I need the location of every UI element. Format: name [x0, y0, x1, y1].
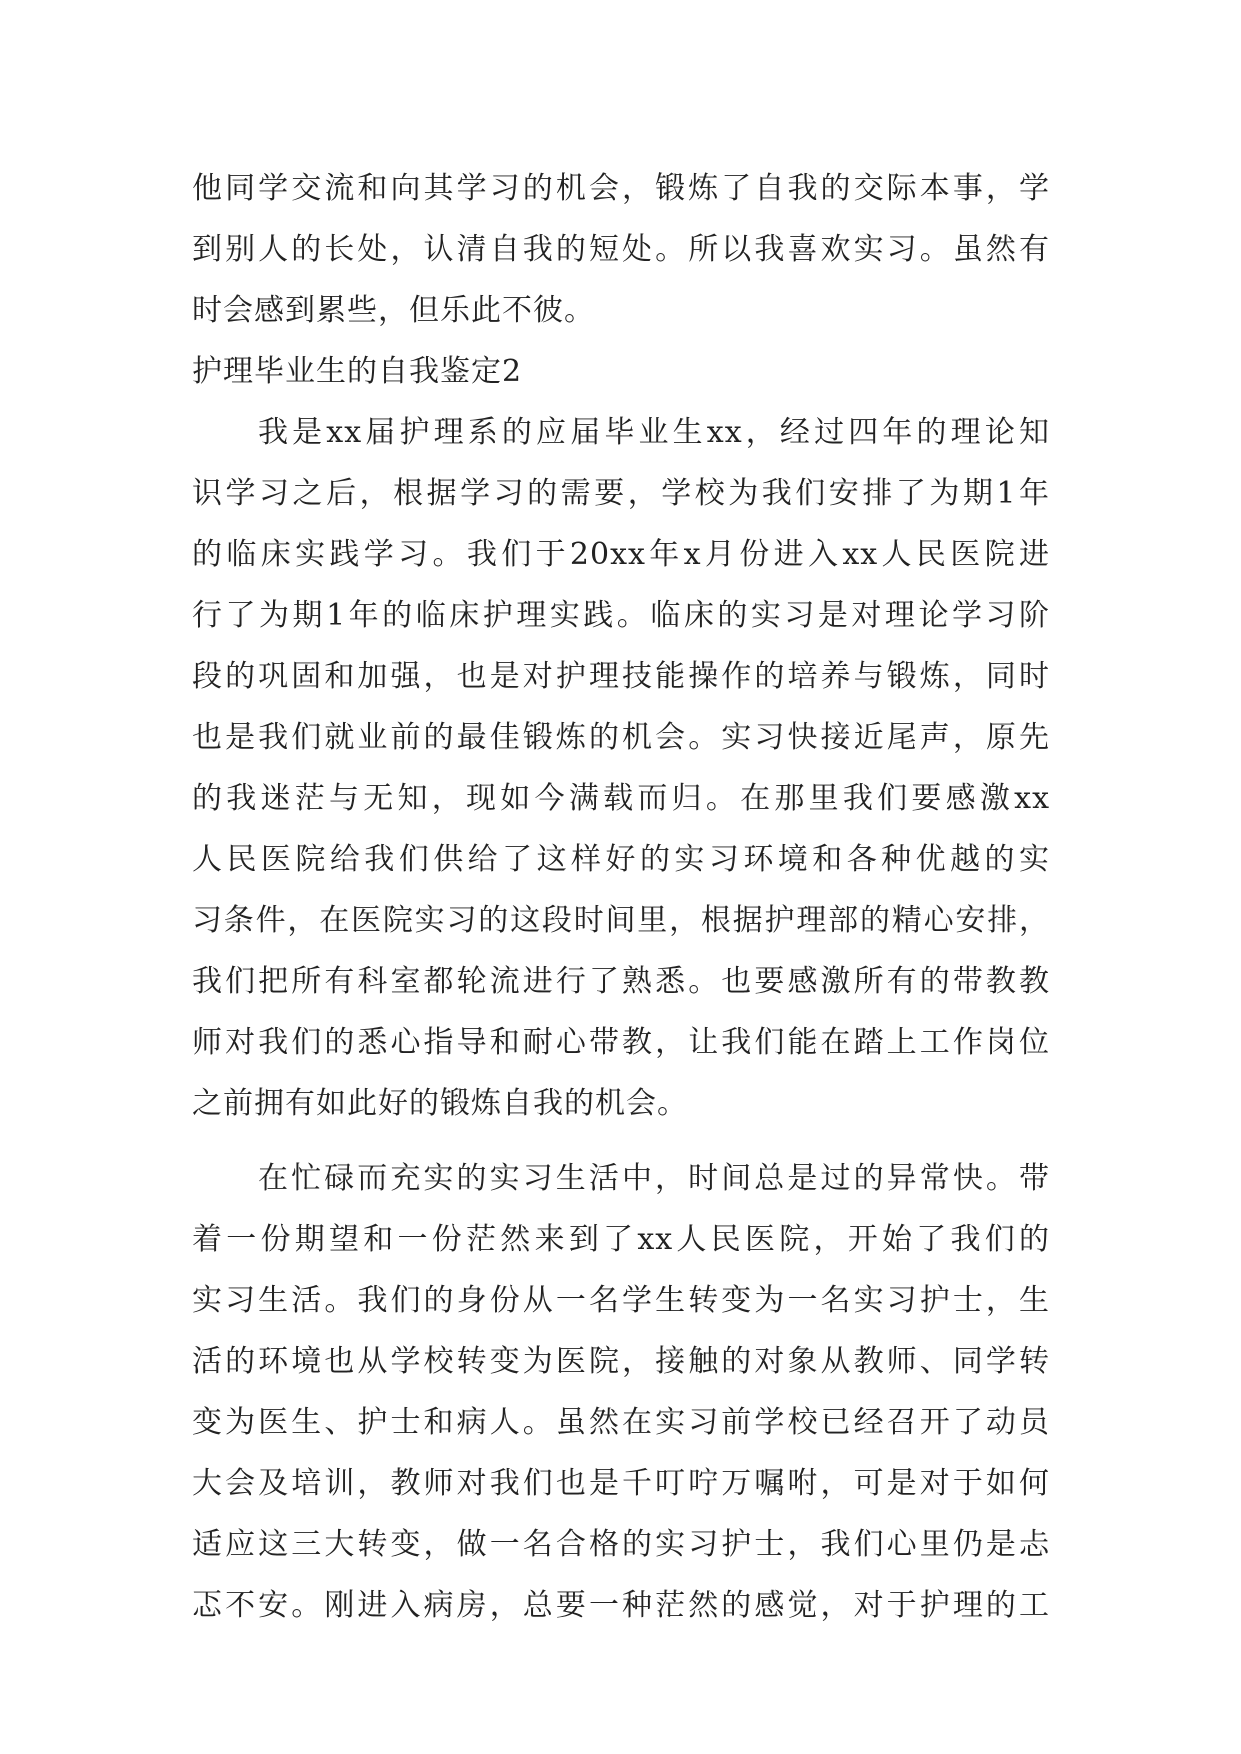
text-line: 的我迷茫与无知，现如今满载而归。在那里我们要感激xx: [192, 781, 1050, 816]
text-line: 我是xx届护理系的应届毕业生xx，经过四年的理论知: [258, 415, 1050, 450]
text-line: 师对我们的悉心指导和耐心带教，让我们能在踏上工作岗位: [192, 1025, 1050, 1060]
paragraph-spacer: [192, 1134, 1050, 1148]
continuation-paragraph: [192, 158, 1050, 341]
text-line: 时会感到累些，但乐此不彼。: [192, 293, 595, 328]
text-line: 忑不安。刚进入病房，总要一种茫然的感觉，对于护理的工: [192, 1588, 1050, 1623]
text-line: 我们把所有科室都轮流进行了熟悉。也要感激所有的带教教: [192, 964, 1050, 999]
text-line: 习条件，在医院实习的这段时间里，根据护理部的精心安排，: [192, 903, 1050, 938]
text-line: 适应这三大转变，做一名合格的实习护士，我们心里仍是忐: [192, 1527, 1050, 1562]
body-paragraph-2: [192, 1148, 1050, 1636]
text-line: 行了为期1年的临床护理实践。临床的实习是对理论学习阶: [192, 598, 1050, 633]
document-page: [192, 158, 1050, 1636]
text-line: 到别人的长处，认清自我的短处。所以我喜欢实习。虽然有: [192, 232, 1050, 267]
section-heading: 护理毕业生的自我鉴定2: [192, 354, 523, 389]
text-line: 也是我们就业前的最佳锻炼的机会。实习快接近尾声，原先: [192, 720, 1050, 755]
body-paragraph-1: [192, 402, 1050, 1134]
text-line: 在忙碌而充实的实习生活中，时间总是过的异常快。带: [258, 1161, 1050, 1196]
text-line: 活的环境也从学校转变为医院，接触的对象从教师、同学转: [192, 1344, 1050, 1379]
text-line: 段的巩固和加强，也是对护理技能操作的培养与锻炼，同时: [192, 659, 1050, 694]
text-line: 之前拥有如此好的锻炼自我的机会。: [192, 1086, 688, 1121]
text-line: 着一份期望和一份茫然来到了xx人民医院，开始了我们的: [192, 1222, 1050, 1257]
text-line: 他同学交流和向其学习的机会，锻炼了自我的交际本事，学: [192, 171, 1050, 206]
text-line: 变为医生、护士和病人。虽然在实习前学校已经召开了动员: [192, 1405, 1050, 1440]
text-line: 实习生活。我们的身份从一名学生转变为一名实习护士，生: [192, 1283, 1050, 1318]
text-line: 人民医院给我们供给了这样好的实习环境和各种优越的实: [192, 842, 1050, 877]
text-line: 的临床实践学习。我们于20xx年x月份进入xx人民医院进: [192, 537, 1050, 572]
text-line: 识学习之后，根据学习的需要，学校为我们安排了为期1年: [192, 476, 1050, 511]
text-line: 大会及培训，教师对我们也是千叮咛万嘱咐，可是对于如何: [192, 1466, 1050, 1501]
